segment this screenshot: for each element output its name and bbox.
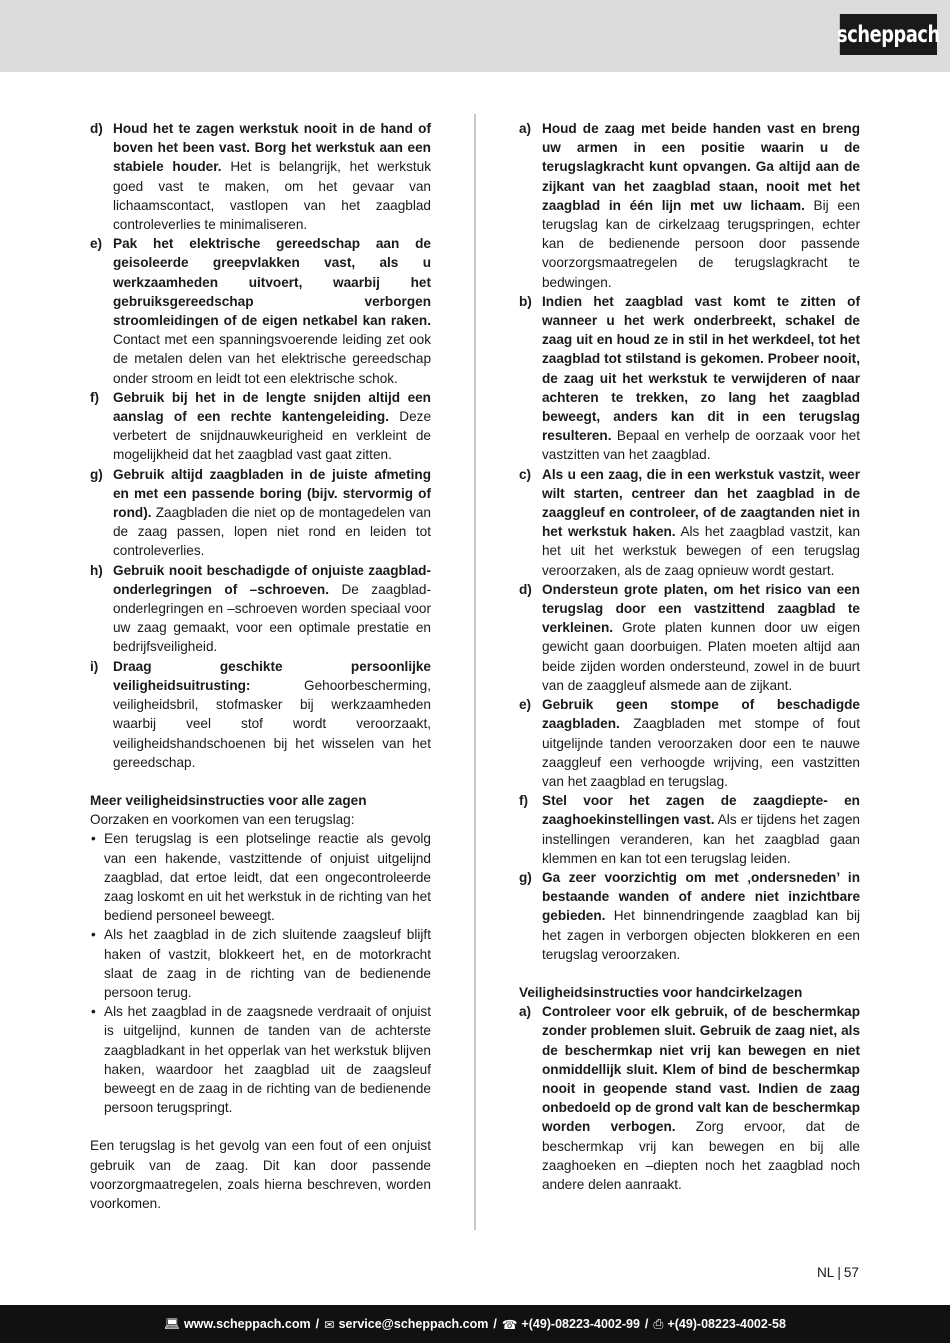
item-bold-text: Ondersteun grote platen, om het risico van een terugslag door een vastzittend zaagblad te verkleinen. xyxy=(542,581,860,636)
item-bold-text: Als u een zaag, die in een werkstuk vastzit, weer wilt starten, centreer dan het zaagblad in de zaaggleuf en controleer, of de zaagtanden niet in het werkstuk haken. xyxy=(542,466,860,540)
item-body-text: Deze verbetert de snijdnauwkeurigheid en verkleint de mogelijkheid dat het zaagblad vast gaat zitten. xyxy=(113,409,431,463)
right-item-g xyxy=(519,868,860,964)
page-language: NL xyxy=(816,1265,835,1280)
page-number xyxy=(817,1265,859,1280)
item-body-text: Zaagbladen die niet op de montagedelen van de zaag passen, lopen niet rond en leiden tot controleverlies. xyxy=(113,505,431,559)
item-body-text: Bij een terugslag kan de cirkelzaag terugspringen, echter kan de bedienende persoon door passende voorzorgsmaatregelen de terugslagkracht te bedwingen. xyxy=(542,197,860,290)
item-bold-text: Houd het te zagen werkstuk nooit in de hand of boven het been vast. Borg het werkstuk aan een stabiele houder. xyxy=(113,121,431,175)
item-bold-text: Gebruik geen stompe of beschadigde zaagbladen. xyxy=(542,697,860,732)
footer-phone: +(49)-08223-4002-99 xyxy=(521,1317,640,1331)
item-bold-text: Gebruik bij het in de lengte snijden altijd een aanslag of een rechte kantengeleiding. xyxy=(113,389,431,425)
header-band xyxy=(0,0,950,72)
item-body-text: De zaagblad-onderlegringen en –schroeven worden speciaal voor uw zaag gemaakt, voor een optimale prestatie en bedrijfsveiligheid. xyxy=(113,581,431,655)
item-marker: f) xyxy=(90,389,100,405)
item-bold-text: Controleer voor elk gebruik, of de beschermkap zonder problemen sluit. Gebruik de zaag niet, als de beschermkap niet vrij kan bewegen en niet onmiddellijk sluit. Klem of bind de beschermkap nooit in geopende stand vast. Indien de zaag onbedoeld op de grond valt kan de beschermkap worden verbogen. xyxy=(542,1004,860,1135)
item-body-text: Zaagbladen met stompe of fout uitgelijnde tanden veroorzaken door een te nauwe zaaggleuf een verhoogde wrijving, een vastzitten van het zaagblad en terugslag. xyxy=(542,716,860,789)
item-bold-text: Gebruik nooit beschadigde of onjuiste zaagblad-onderlegringen of –schroeven. xyxy=(113,562,431,597)
right-items-list xyxy=(519,119,860,964)
item-marker: e) xyxy=(519,697,532,713)
item-bold-text: Indien het zaagblad vast komt te zitten of wanneer u het werk onderbreekt, schakel de zaag uit en houd ze in stil in het werkdeel, tot het zaagblad tot stilstand is gekomen. Probeer nooit, de zaag uit het werkstuk te verwijderen of naar achteren te trekken, zo lang het zaagblad beweegt, anders kan dit in een terugslag resulteren. xyxy=(542,293,860,444)
logo-text: scheppach xyxy=(837,21,940,48)
item-marker: i) xyxy=(90,658,99,674)
page-number-value: 57 xyxy=(843,1265,859,1280)
item-marker: e) xyxy=(90,236,103,252)
left-column xyxy=(90,119,431,1213)
item-body-text: Zorg ervoor, dat de beschermkap vrij kan bewegen en bij alle zaaghoeken en –diepten noch het zaagblad noch andere delen aanraakt. xyxy=(542,1119,860,1192)
footer-separator: / xyxy=(644,1317,649,1331)
right-item-c xyxy=(519,465,860,580)
item-marker: d) xyxy=(519,581,532,597)
left-item-g xyxy=(90,465,431,561)
bullet-text: Als het zaagblad in de zich sluitende zaagsleuf blijft haken of vastzit, blokkeert het, en de motorkracht slaat de zaag in de richting van de bedienende persoon terug. xyxy=(104,927,431,1000)
item-bold-text: Ga zeer voorzichtig om met ‚ondersneden’ in bestaande wanden of andere niet inzichtbare gebieden. xyxy=(542,869,860,924)
handcircular-items-list xyxy=(519,1002,860,1194)
right-item-e xyxy=(519,695,860,791)
spacer xyxy=(90,1117,431,1136)
item-body-text: Als het zaagblad vastzit, kan het uit het werkstuk bewegen of een terugslag veroorzaken, als de zaag opnieuw wordt gestart. xyxy=(542,524,861,578)
footer-fax: +(49)-08223-4002-58 xyxy=(667,1317,786,1331)
kickback-bullet xyxy=(90,925,431,1002)
kickback-closing: Een terugslag is het gevolg van een fout of een onjuist gebruik van de zaag. Dit kan door passende voorzorgmaatregelen, zoals hierna beschreven, worden voorkomen. xyxy=(90,1138,431,1211)
kickback-bullets xyxy=(90,829,431,1117)
footer-separator: / xyxy=(493,1317,497,1331)
item-body-text: Het is belangrijk, het werkstuk goed vast te maken, om het gevaar van lichaamscontact, vastlopen van het zaagblad controleverlies te minimaliseren. xyxy=(113,159,431,233)
item-bold-text: Houd de zaag met beide handen vast en breng uw armen in een positie waarin u de terugslagkracht kunt opvangen. Ga altijd aan de zijkant van het zaagblad staan, nooit met het zaagblad in één lijn met uw lichaam. xyxy=(542,121,860,213)
footer-email[interactable]: service@scheppach.com xyxy=(338,1317,489,1331)
item-marker: g) xyxy=(90,466,103,482)
fax-icon: ⎙︎ xyxy=(653,1316,664,1331)
bullet-dot-icon: • xyxy=(91,1004,96,1020)
left-item-e xyxy=(90,234,431,388)
right-item-d xyxy=(519,580,860,695)
mail-icon: ✉︎ xyxy=(324,1317,335,1332)
item-marker: d) xyxy=(90,121,103,136)
left-item-i xyxy=(90,657,431,772)
section-heading-handcircular: Veiligheidsinstructies voor handcirkelzagen xyxy=(519,984,803,1000)
kickback-intro: Oorzaken en voorkomen van een terugslag: xyxy=(90,812,355,828)
item-bold-text: Gebruik altijd zaagbladen in de juiste afmeting en met een passende boring (bijv. stervormig of rond). xyxy=(113,466,431,521)
item-body-text: Het binnendringende zaagblad kan bij het zagen in verborgen objecten blokkeren en een terugslag veroorzaken. xyxy=(542,908,860,962)
item-marker: c) xyxy=(519,466,532,482)
left-item-h xyxy=(90,561,431,657)
kickback-bullet xyxy=(90,829,431,925)
scheppach-logo xyxy=(837,14,940,55)
right-item-b xyxy=(519,292,860,465)
item-bold-text: Draag geschikte persoonlijke veiligheidsuitrusting: xyxy=(113,658,431,693)
item-marker: a) xyxy=(519,121,532,136)
item-body-text: Gehoorbescherming, veiligheidsbril, stofmasker bij werkzaamheden waarbij veel stof wordt veroorzaakt, veiligheidshandschoenen bij het wisselen van het gereedschap. xyxy=(113,677,431,770)
right-item-f xyxy=(519,791,860,868)
phone-icon: ☎︎ xyxy=(501,1317,518,1332)
right-column xyxy=(519,119,860,1194)
item-marker: h) xyxy=(90,562,103,578)
item-body-text: Bepaal en verhelp de oorzaak voor het vastzitten van het zaagblad. xyxy=(542,428,860,463)
item-body-text: Contact met een spanningsvoerende leiding zet ook de metalen delen van het elektrische gereedschap onder stroom en leidt tot een elektrische schok. xyxy=(113,332,431,386)
bullet-dot-icon: • xyxy=(91,831,96,847)
bullet-dot-icon: • xyxy=(91,927,96,943)
left-items-list xyxy=(90,119,431,772)
page-separator: | xyxy=(837,1265,841,1280)
item-marker: g) xyxy=(519,869,532,885)
item-bold-text: Stel voor het zagen de zaagdiepte- en zaaghoekinstellingen vast. xyxy=(542,793,860,828)
left-item-d xyxy=(90,119,431,234)
column-divider xyxy=(474,114,476,1230)
kickback-bullet xyxy=(90,1002,431,1117)
item-bold-text: Pak het elektrische gereedschap aan de geisoleerde greepvlakken vast, als u werkzaamheden uitvoert, waarbij het gebruiksgereedschap verborgen stroomleidingen of de eigen netkabel kan raken. xyxy=(113,236,431,329)
item-marker: a) xyxy=(519,1004,532,1020)
bullet-text: Als het zaagblad in de zaagsnede verdraait of onjuist is uitgelijnd, kunnen de tanden van de achterste zaagbladkant in het opperlak van het werkstuk blijven haken, waardoor het zaagblad uit de zaagsleuf beweegt en de zaag in de richting van de bedienende persoon terugspringt. xyxy=(104,1004,431,1116)
footer-contact-bar xyxy=(0,1305,950,1343)
item-marker: b) xyxy=(519,293,532,309)
item-body-text: Als er tijdens het zagen instellingen veranderen, kan het zaagblad gaan klemmen en kan tot een terugslag leiden. xyxy=(542,812,860,866)
computer-icon: 💻︎ xyxy=(164,1316,180,1331)
section-heading-all-saws: Meer veiligheidsinstructies voor alle zagen xyxy=(90,792,367,808)
footer-website[interactable]: www.scheppach.com xyxy=(183,1317,311,1331)
handcircular-item-a xyxy=(519,1002,860,1194)
right-item-a xyxy=(519,119,860,292)
left-item-f xyxy=(90,388,431,465)
bullet-text: Een terugslag is een plotselinge reactie als gevolg van een hakende, vastzittende of onjuist uitgelijnd zaagblad, dat ertoe leidt, dat een ongecontroleerde zaag loskomt en uit het werkstuk in de richting van het bediend personeel beweegt. xyxy=(104,831,431,924)
item-body-text: Grote platen kunnen door uw eigen gewicht gaan doorbuigen. Platen moeten altijd aan beide zijden worden ondersteund, zowel in de buurt van de zaaggleuf alsmede aan de zijkant. xyxy=(542,620,860,693)
footer-separator: / xyxy=(315,1317,320,1331)
item-marker: f) xyxy=(519,793,529,809)
